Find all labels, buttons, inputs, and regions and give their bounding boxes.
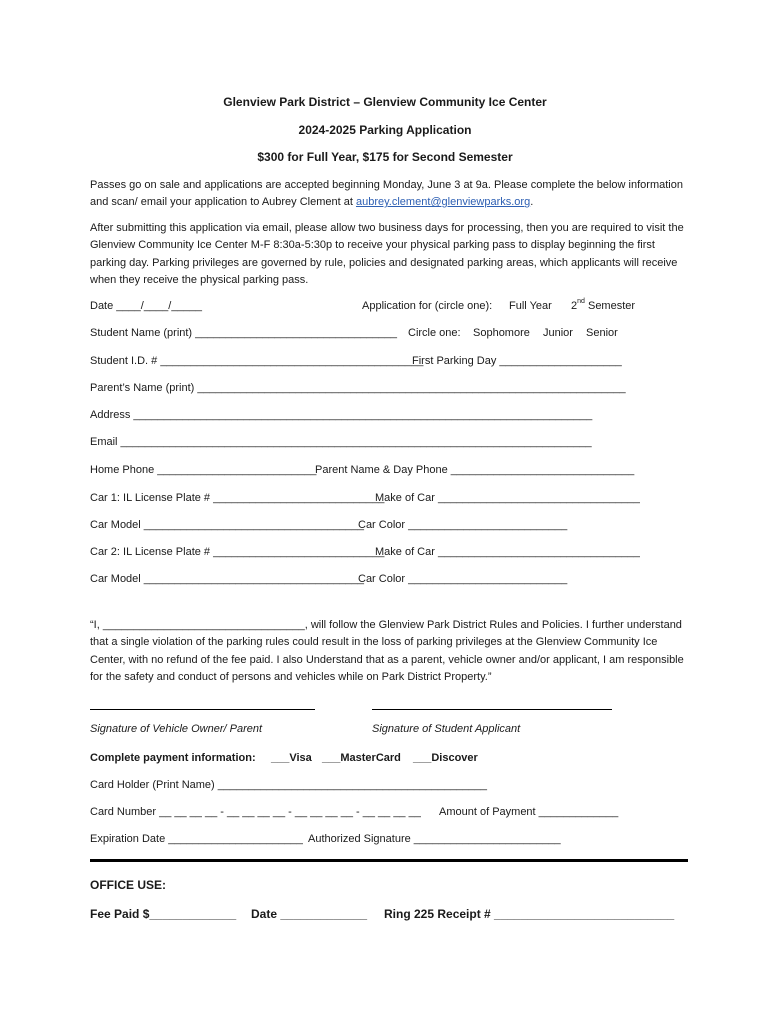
circle-one-label: Circle one:: [408, 327, 461, 339]
student-name-field[interactable]: Student Name (print) _________________________________: [90, 327, 398, 339]
intro-paragraph-2: After submitting this application via email, please allow two business days for processing, then you are required to visit the Glenview Community Ice Center M-F 8:30a-5:30p to receive your physical parking pass to display beginning the first parking day. Parking privileges are governed by rule, policies and designated parking areas, which applicants will receive when they receive the physical parking pass.: [90, 222, 684, 286]
student-signature-label: Signature of Student Applicant: [372, 723, 521, 735]
home-phone-field[interactable]: Home Phone __________________________: [90, 464, 317, 476]
intro-text-end: .: [530, 196, 534, 209]
car1-color-field[interactable]: Car Color __________________________: [358, 519, 568, 531]
discover-option[interactable]: ___Discover: [413, 752, 478, 764]
application-for-label: Application for (circle one):: [362, 300, 493, 312]
car1-plate-field[interactable]: Car 1: IL License Plate # ____________________________: [90, 492, 385, 504]
date-field[interactable]: Date ____/____/_____: [90, 300, 202, 312]
office-use-heading: OFFICE USE:: [90, 878, 167, 892]
first-parking-day-field[interactable]: First Parking Day ____________________: [412, 355, 622, 367]
car2-color-field[interactable]: Car Color __________________________: [358, 573, 568, 585]
office-date-field[interactable]: Date _____________: [251, 907, 368, 921]
student-id-field[interactable]: Student I.D. # ___________________________________________: [90, 355, 424, 367]
option-full-year[interactable]: Full Year: [509, 300, 552, 312]
car2-model-field[interactable]: Car Model ____________________________________: [90, 573, 365, 585]
mastercard-option[interactable]: ___MasterCard: [322, 752, 401, 764]
car2-plate-field[interactable]: Car 2: IL License Plate # ____________________________: [90, 546, 385, 558]
intro-text: Passes go on sale and applications are accepted beginning Monday, June 3 at 9a. Please complete the below information and scan/ email your application to Aubrey Clement at: [90, 179, 683, 209]
card-number-field[interactable]: Card Number __ __ __ __ - __ __ __ __ - __ __ __ __ - __ __ __ __: [90, 806, 421, 818]
pricing-line: $300 for Full Year, $175 for Second Semester: [257, 150, 513, 164]
student-signature-line[interactable]: [372, 709, 612, 710]
owner-signature-label: Signature of Vehicle Owner/ Parent: [90, 723, 263, 735]
option-sophomore[interactable]: Sophomore: [473, 327, 530, 339]
option-senior[interactable]: Senior: [586, 327, 618, 339]
second-num: 2: [571, 300, 578, 312]
address-field[interactable]: Address ___________________________________________________________________________: [90, 409, 593, 421]
visa-option[interactable]: ___Visa: [271, 752, 312, 764]
email-field[interactable]: Email _____________________________________________________________________________: [90, 436, 592, 448]
second-rest: Semester: [584, 300, 636, 312]
contact-email-link[interactable]: aubrey.clement@glenviewparks.org: [355, 196, 531, 209]
second-sup: nd: [577, 298, 585, 305]
card-holder-field[interactable]: Card Holder (Print Name) ____________________________________________: [90, 779, 487, 791]
option-junior[interactable]: Junior: [543, 327, 573, 339]
car1-model-field[interactable]: Car Model ____________________________________: [90, 519, 365, 531]
fee-paid-field[interactable]: Fee Paid $_____________: [90, 907, 237, 921]
document-subtitle: 2024-2025 Parking Application: [298, 123, 472, 137]
authorized-signature-field[interactable]: Authorized Signature ________________________: [308, 833, 561, 845]
parent-day-phone-field[interactable]: Parent Name & Day Phone ______________________________: [315, 464, 635, 476]
option-second-semester[interactable]: [571, 300, 635, 312]
car2-make-field[interactable]: Make of Car _________________________________: [375, 546, 640, 558]
expiration-field[interactable]: Expiration Date ______________________: [90, 833, 303, 845]
amount-field[interactable]: Amount of Payment _____________: [439, 806, 619, 818]
section-divider: [90, 859, 688, 862]
agreement-statement: “I, _________________________________, will follow the Glenview Park District Rules and Policies. I further understand that a single violation of the parking rules could result in the loss of parking privileges at the Glenview Community Ice Center, with no refund of the fee paid. I also Understand that as a parent, vehicle owner and/or applicant, I am responsible for the safety and conduct of persons and vehicles while on Park District Property.”: [90, 619, 684, 683]
parent-name-field[interactable]: Parent’s Name (print) ______________________________________________________________________: [90, 382, 626, 394]
receipt-field[interactable]: Ring 225 Receipt # ___________________________: [384, 907, 675, 921]
intro-paragraph-1: [90, 177, 690, 212]
payment-label: Complete payment information:: [90, 752, 256, 764]
car1-make-field[interactable]: Make of Car _________________________________: [375, 492, 640, 504]
owner-signature-line[interactable]: [90, 709, 315, 710]
document-title: Glenview Park District – Glenview Community Ice Center: [223, 95, 547, 109]
